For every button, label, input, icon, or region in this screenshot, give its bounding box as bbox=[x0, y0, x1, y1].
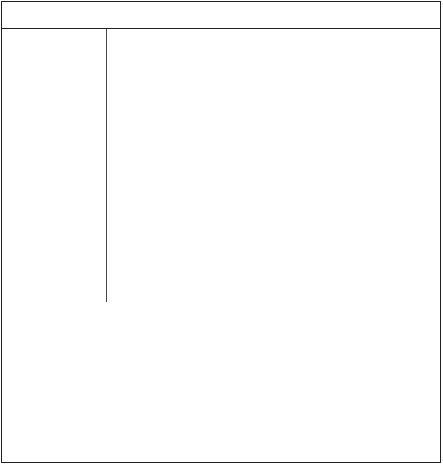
row-label-overview bbox=[2, 29, 107, 302]
row-value-overview bbox=[107, 29, 441, 302]
page-title bbox=[2, 2, 440, 29]
project-info-sheet bbox=[1, 1, 441, 463]
project-info-table bbox=[2, 29, 440, 302]
table-row-overview bbox=[2, 29, 440, 302]
